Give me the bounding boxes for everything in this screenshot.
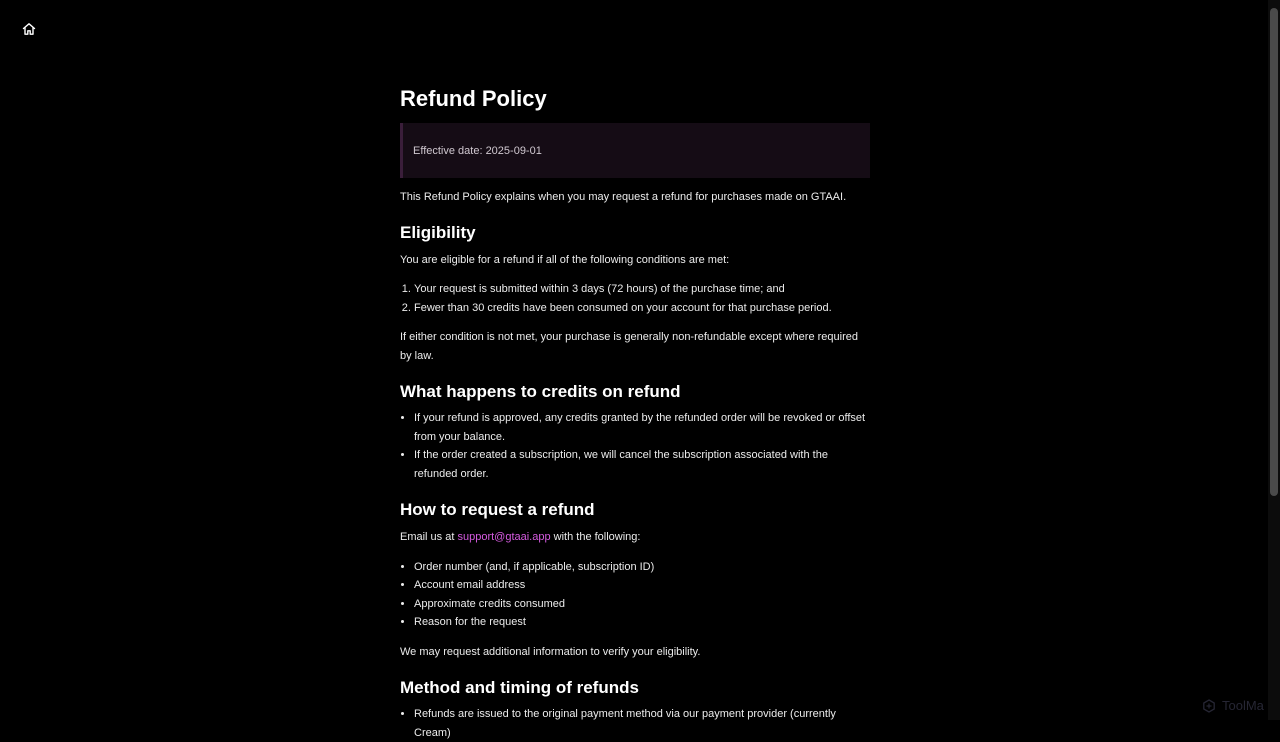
- page-title: Refund Policy: [400, 86, 547, 111]
- watermark: [1202, 698, 1264, 713]
- request-note: We may request additional information to verify your eligibility.: [400, 645, 701, 658]
- eligibility-conditions: [400, 280, 870, 317]
- page-scrollbar[interactable]: [1268, 0, 1280, 720]
- scrollbar-thumb[interactable]: [1270, 8, 1278, 496]
- list-item: 2. Fewer than 30 credits have been consumed on your account for that purchase period.: [414, 299, 870, 318]
- list-item: • If the order created a subscription, we will cancel the subscription associated with the refunded order.: [414, 446, 870, 483]
- support-email-link[interactable]: support@gtaai.app: [457, 531, 551, 543]
- request-lead-text: Email us at: [400, 531, 458, 543]
- list-item: • Reason for the request: [414, 613, 870, 632]
- request-heading: How to request a refund: [400, 500, 595, 519]
- eligibility-lead: You are eligible for a refund if all of the following conditions are met:: [400, 253, 730, 266]
- eligibility-note: If either condition is not met, your purchase is generally non-refundable except where required by law.: [400, 331, 858, 362]
- watermark-logo-icon: [1202, 699, 1216, 713]
- list-item: • Refunds are issued to the original payment method via our payment provider (currently Cream): [414, 705, 870, 742]
- list-item: 1. Your request is submitted within 3 days (72 hours) of the purchase time; and: [414, 280, 870, 299]
- watermark-text: ToolMa: [1222, 698, 1264, 713]
- effective-date-box: [400, 123, 870, 178]
- intro-paragraph: This Refund Policy explains when you may request a refund for purchases made on GTAAI.: [400, 191, 847, 203]
- eligibility-heading: Eligibility: [400, 222, 476, 242]
- credits-heading: What happens to credits on refund: [400, 382, 681, 401]
- list-item: • Approximate credits consumed: [414, 595, 870, 614]
- request-lead: [400, 528, 870, 547]
- request-lead-suffix: with the following:: [550, 531, 641, 543]
- method-list: [400, 705, 870, 742]
- request-list: [400, 558, 870, 632]
- home-button[interactable]: [20, 20, 38, 38]
- list-item: • Order number (and, if applicable, subscription ID): [414, 558, 870, 577]
- home-icon: [22, 22, 36, 36]
- list-item: • If your refund is approved, any credits granted by the refunded order will be revoked or offset from your balance.: [414, 409, 870, 446]
- effective-date: Effective date: 2025-09-01: [413, 144, 542, 157]
- policy-content: [400, 84, 870, 742]
- list-item: • Account email address: [414, 576, 870, 595]
- credits-list: [400, 409, 870, 483]
- method-heading: Method and timing of refunds: [400, 678, 639, 697]
